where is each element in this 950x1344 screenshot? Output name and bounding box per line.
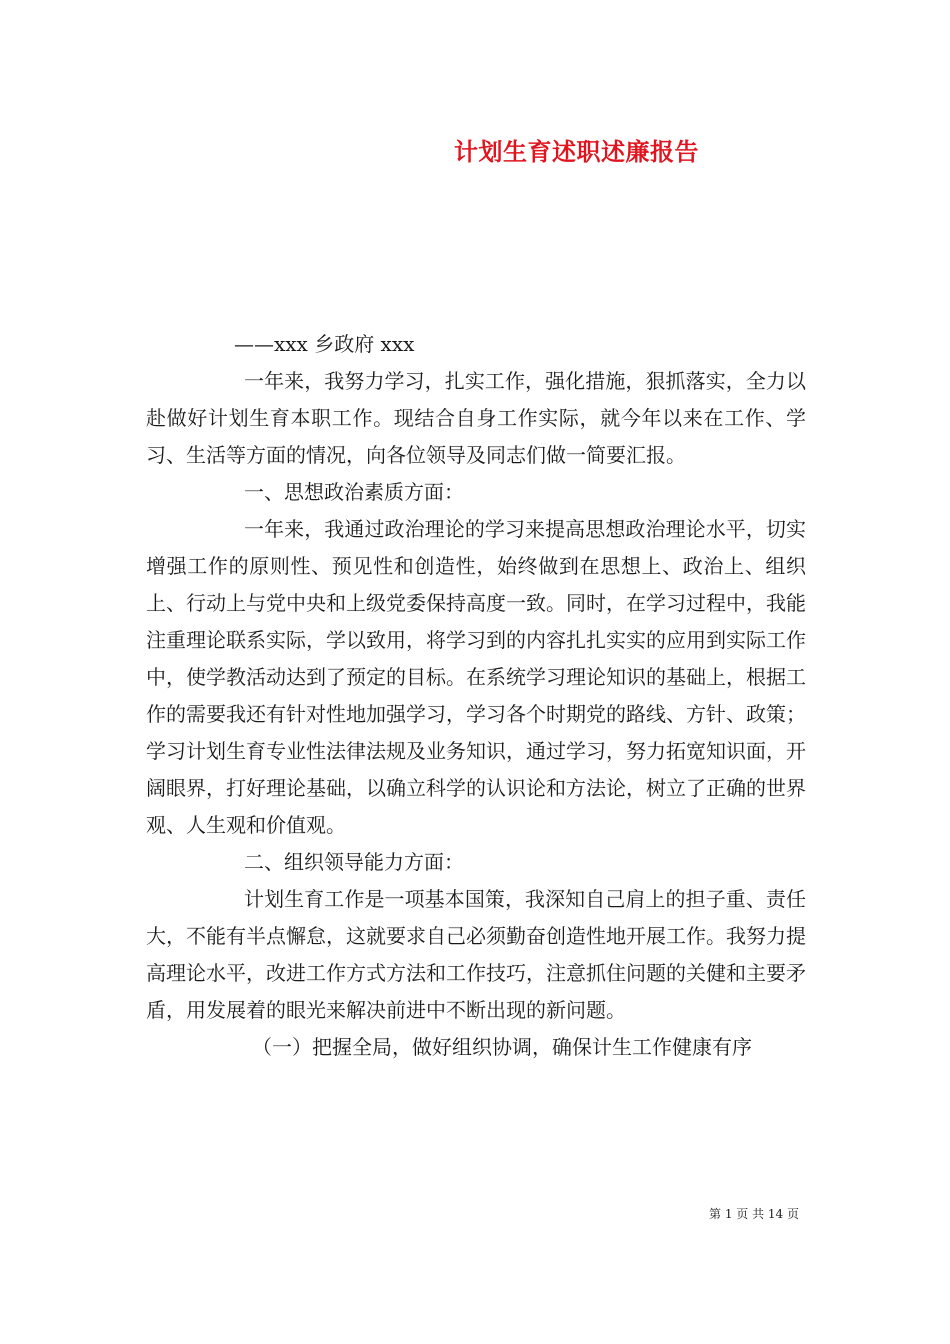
author-line: ——xxx 乡政府 xxx [234,332,415,356]
section-heading-leadership: 二、组织领导能力方面： [244,850,464,874]
subsection-heading-coordination: （一）把握全局，做好组织协调，确保计生工作健康有序 [252,1035,752,1059]
page-footer: 第 1 页 共 14 页 [709,1207,799,1221]
document-body [146,326,806,1066]
document-title: 计划生育述职述廉报告 [454,137,699,166]
section-heading-political: 一、思想政治素质方面： [244,480,464,504]
paragraph-intro: 一年来，我努力学习，扎实工作，强化措施，狠抓落实，全力以赴做好计划生育本职工作。现结合自身工作实际，就今年以来在工作、学习、生活等方面的情况，向各位领导及同志们做一简要汇报。 [146,369,806,467]
paragraph-political: 一年来，我通过政治理论的学习来提高思想政治理论水平，切实增强工作的原则性、预见性和创造性，始终做到在思想上、政治上、组织上、行动上与党中央和上级党委保持高度一致。同时，在学习过程中，我能注重理论联系实际，学以致用，将学习到的内容扎扎实实的应用到实际工作中，使学教活动达到了预定的目标。在系统学习理论知识的基础上，根据工作的需要我还有针对性地加强学习，学习各个时期党的路线、方针、政策；学习计划生育专业性法律法规及业务知识，通过学习，努力拓宽知识面，开阔眼界，打好理论基础，以确立科学的认识论和方法论，树立了正确的世界观、人生观和价值观。 [146,517,806,837]
paragraph-leadership: 计划生育工作是一项基本国策，我深知自己肩上的担子重、责任大，不能有半点懈怠，这就要求自己必须勤奋创造性地开展工作。我努力提高理论水平，改进工作方式方法和工作技巧，注意抓住问题的关健和主要矛盾，用发展着的眼光来解决前进中不断出现的新问题。 [146,887,806,1022]
